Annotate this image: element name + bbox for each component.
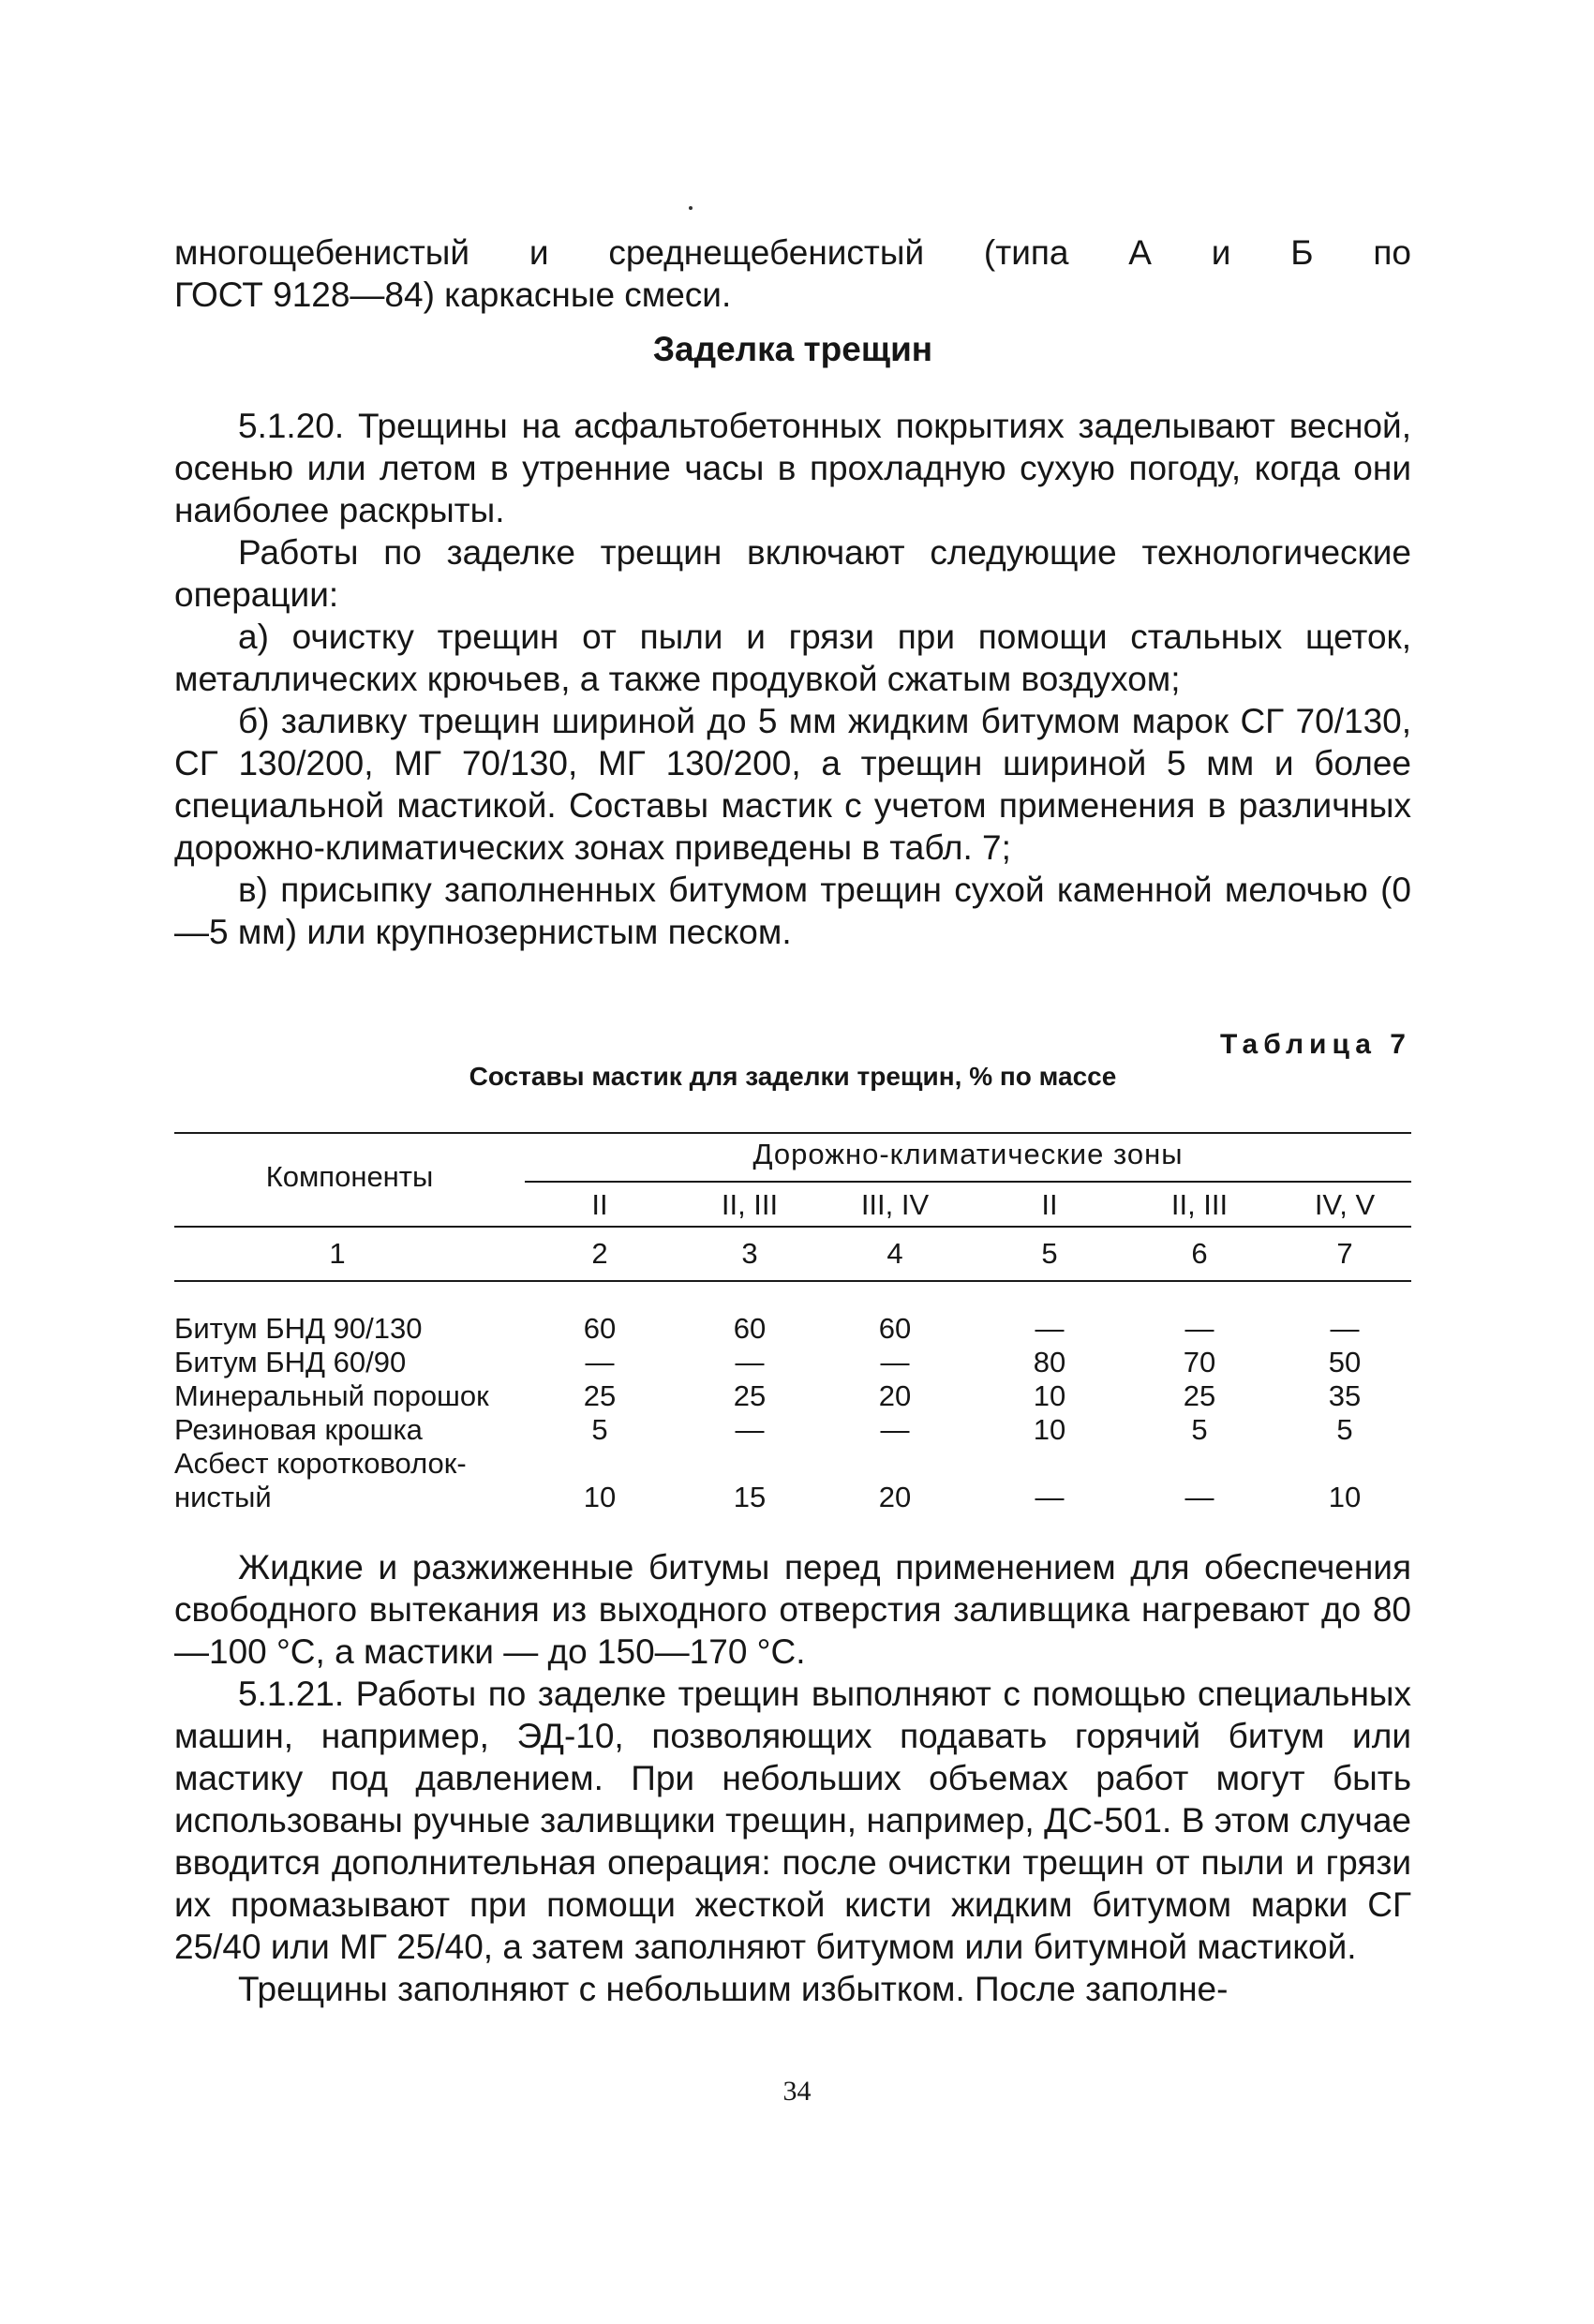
column-number: 7 (1336, 1237, 1353, 1270)
header-zones: Дорожно-климатические зоны (752, 1138, 1184, 1170)
table-cell: — (1330, 1312, 1360, 1345)
list-item-v: в) присыпку заполненных битумом трещин сухой каменной мелочью (0—5 мм) или крупнозернистым песком. (174, 871, 1411, 951)
row-label: Битум БНД 90/130 (174, 1312, 423, 1345)
paragraphs-after (174, 1546, 1411, 2010)
table-cell: 5 (1336, 1413, 1353, 1446)
table-cell: 10 (583, 1481, 617, 1513)
column-number: 4 (886, 1237, 903, 1270)
list-item-b: б) заливку трещин шириной до 5 мм жидким битумом марок СГ 70/130, СГ 130/200, МГ 70/130, МГ 130/200, а трещин шириной 5 мм и более специальной мастикой. Составы мастик с учетом применения в различных дорожно-климатических зонах приведены в табл. 7; (174, 702, 1411, 867)
header-components: Компоненты (265, 1160, 434, 1193)
zone-col-3: II, III (721, 1188, 779, 1221)
zone-col-2: II (591, 1188, 608, 1221)
column-number: 1 (329, 1237, 346, 1270)
paragraph-5-1-20: 5.1.20. Трещины на асфальтобетонных покрытиях заделывают весной, осенью или летом в утренние часы в прохладную сухую погоду, когда они наиболее раскрыты. (174, 407, 1411, 529)
zone-col-6: II, III (1170, 1188, 1229, 1221)
table-cell: 20 (878, 1481, 912, 1513)
table-cell: 60 (733, 1312, 767, 1345)
table-cell: 10 (1033, 1379, 1066, 1412)
row-label: Минеральный порошок (174, 1379, 489, 1412)
zone-col-7: IV, V (1314, 1188, 1376, 1221)
table-cell: 20 (878, 1379, 912, 1412)
column-number: 5 (1041, 1237, 1058, 1270)
section-heading: Заделка трещин (652, 330, 933, 368)
table-cell: — (585, 1346, 615, 1378)
table-cell: 25 (583, 1379, 617, 1412)
header-bottom-rule (174, 1226, 1411, 1228)
scan-speck (689, 206, 693, 210)
table-cell: — (1035, 1312, 1065, 1345)
column-number: 2 (591, 1237, 608, 1270)
table-cell: 70 (1183, 1346, 1216, 1378)
table-cell: 5 (1191, 1413, 1208, 1446)
table-cell: — (880, 1413, 910, 1446)
paragraphs-before (174, 405, 1411, 953)
table-cell: 50 (1328, 1346, 1362, 1378)
table-cell: 60 (878, 1312, 912, 1345)
table-cell: — (1035, 1481, 1065, 1513)
zone-col-4: III, IV (860, 1188, 930, 1221)
paragraph-filling: Трещины заполняют с небольшим избытком. После заполне- (238, 1970, 1229, 2008)
table-label: Таблица 7 (1219, 1029, 1411, 1060)
intro-line-1: многощебенистый и среднещебенистый (типа А и Б по (174, 233, 1411, 272)
table-cell: 25 (1183, 1379, 1216, 1412)
intro-text (174, 231, 1411, 316)
table-cell: — (1184, 1481, 1214, 1513)
table-cell: — (735, 1413, 765, 1446)
column-number: 6 (1191, 1237, 1208, 1270)
page-number: 34 (782, 2076, 812, 2107)
table-cell: — (735, 1346, 765, 1378)
row-label: Резиновая крошка (174, 1413, 423, 1446)
table-cell: 10 (1328, 1481, 1362, 1513)
row-label-continued: нистый (174, 1481, 272, 1513)
column-numbers-rule (174, 1280, 1411, 1282)
table-cell: 10 (1033, 1413, 1066, 1446)
paragraph-5-1-21: 5.1.21. Работы по заделке трещин выполняют с помощью специальных машин, например, ЭД-10, позволяющих подавать горячий битум или мастику под давлением. При небольших объемах работ могут быть использованы ручные заливщики трещин, например, ДС-501. В этом случае вводится дополнительная операция: после очистки трещин от пыли и грязи их промазывают при помощи жесткой кисти жидким битумом марки СГ 25/40 или МГ 25/40, а затем заполняют битумом или битумной мастикой. (174, 1675, 1411, 1966)
paragraph-bitumen-heating: Жидкие и разжиженные битумы перед применением для обеспечения свободного вытекания из выходного отверстия заливщика нагревают до 80—100 °С, а мастики — до 150—170 °С. (174, 1548, 1411, 1671)
table-cell: 60 (583, 1312, 617, 1345)
table-cell: 5 (591, 1413, 608, 1446)
intro-line-2: ГОСТ 9128—84) каркасные смеси. (174, 276, 732, 314)
table-top-rule (174, 1132, 1411, 1134)
zones-header-rule (525, 1181, 1411, 1183)
table-cell: — (1184, 1312, 1214, 1345)
row-label: Асбест коротковолок- (174, 1447, 467, 1480)
table-cell: — (880, 1346, 910, 1378)
table-cell: 35 (1328, 1379, 1362, 1412)
paragraph-operations: Работы по заделке трещин включают следующие технологические операции: (174, 533, 1411, 614)
table-cell: 80 (1033, 1346, 1066, 1378)
column-number: 3 (741, 1237, 758, 1270)
table-cell: 25 (733, 1379, 767, 1412)
table-title: Составы мастик для заделки трещин, % по массе (469, 1062, 1117, 1091)
zone-col-5: II (1041, 1188, 1058, 1221)
row-label: Битум БНД 60/90 (174, 1346, 407, 1378)
list-item-a: а) очистку трещин от пыли и грязи при помощи стальных щеток, металлических крючьев, а также продувкой сжатым воздухом; (174, 618, 1411, 698)
table-cell: 15 (733, 1481, 767, 1513)
